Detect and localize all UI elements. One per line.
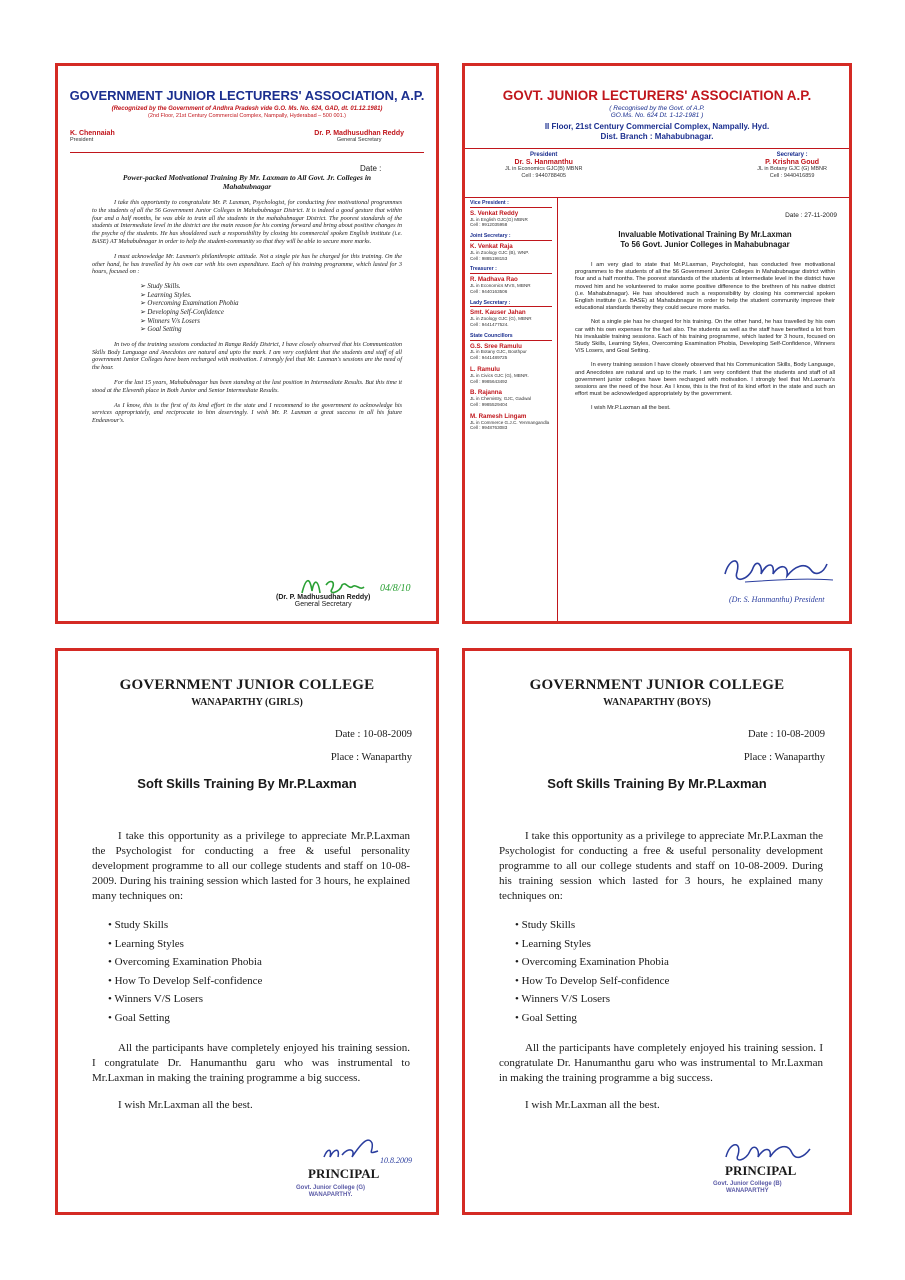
member-name: B. Rajanna — [470, 389, 502, 397]
letter-gjc-boys — [462, 648, 852, 1215]
member-cell: Cell : 9985643492 — [470, 378, 508, 384]
letter-meta — [465, 728, 825, 764]
president-cell: Cell : 9440788405 — [521, 173, 567, 179]
signatory-name: (Dr. P. Madhusudhan Reddy) — [276, 594, 371, 601]
member-name: G.S. Sree Ramulu — [470, 342, 522, 350]
letter-meta — [58, 728, 412, 764]
secretary-name: Dr. P. Madhusudhan Reddy — [314, 130, 404, 137]
list-item: • How To Develop Self-confidence — [515, 972, 849, 991]
list-item: ➢ Learning Styles. — [140, 292, 402, 301]
list-item: • Winners V/S Losers — [515, 990, 849, 1009]
president-detail: JL in Economics GJC(B) MBNR — [505, 166, 583, 172]
committee-member — [470, 414, 557, 431]
list-item: • Overcoming Examination Phobia — [515, 953, 849, 972]
letter-closing — [92, 1041, 410, 1113]
list-item: • Learning Styles — [108, 935, 436, 954]
president-block — [505, 152, 582, 180]
stamp-line: WANAPARTHY — [726, 1188, 769, 1194]
letter-subject: Soft Skills Training By Mr.P.Laxman — [137, 776, 357, 791]
secretary-block — [757, 152, 827, 180]
subject-line: To 56 Govt. Junior Colleges in Mahabubnagar — [620, 240, 790, 249]
principal-title: PRINCIPAL — [725, 1163, 797, 1178]
member-cell: Cell : 9948763083 — [470, 425, 508, 431]
letterhead — [58, 88, 436, 119]
member-name: R. Madhava Rao — [470, 276, 518, 284]
letter-place: Place : Wanaparthy — [330, 752, 412, 763]
letter-jl-association-district — [462, 63, 852, 624]
letter-subject: Power-packed Motivational Training By Mr. Laxman to All Govt. Jr. Colleges in Mahabubnagar — [122, 173, 372, 191]
president-role: President — [70, 137, 94, 143]
member-cell: Cell : 9440163506 — [470, 288, 508, 294]
member-cell: Cell : 9912035958 — [470, 222, 508, 228]
signature-date: 04/8/10 — [380, 583, 411, 594]
member-cell: Cell : 9885198153 — [470, 255, 508, 261]
list-item: ➢ Winners V/s Losers — [140, 318, 402, 327]
president-name: Dr. S. Hanmanthu — [514, 159, 573, 166]
secretary-block — [314, 130, 404, 143]
member-detail: JL in English GJC(G) MBNR — [470, 216, 528, 222]
signatory-block — [276, 594, 370, 608]
member-role: Lady Secretary : — [470, 301, 552, 308]
college-stamp — [296, 1185, 365, 1199]
member-role: Joint Secretary : — [470, 234, 552, 241]
committee-member — [470, 267, 557, 294]
secretary-role: Secretary : — [776, 152, 808, 158]
signatory-role: General Secretary — [294, 601, 352, 608]
list-item: ➢ Goal Setting — [140, 326, 402, 335]
committee-member — [470, 390, 557, 407]
secretary-detail: JL in Botany GJC (G) MBNR — [757, 166, 827, 172]
address-line: (2nd Floor, 21st Century Commercial Complex, Nampally, Hyderabad – 500 001.) — [148, 113, 346, 119]
letter-body — [575, 262, 835, 413]
member-name: L. Ramulu — [470, 365, 500, 373]
member-cell: Cell : 9985529404 — [470, 401, 508, 407]
paragraph: All the participants have completely enjoyed his training session. I congratulate Dr. Hanumanthu garu who was instrumental to Mr.Laxman in making the training programme a big success. — [92, 1042, 410, 1084]
handwritten-signature — [320, 1129, 430, 1169]
stamp-line: Govt. Junior College (G) — [296, 1185, 366, 1191]
college-stamp — [713, 1181, 782, 1195]
president-name: K. Chennaiah — [70, 130, 115, 137]
member-name: K. Venkat Raja — [470, 242, 513, 250]
member-detail: JL in Zoology GJC (G), MBNR — [470, 316, 532, 322]
date-label: Date : — [360, 164, 382, 173]
president-role: President — [530, 152, 558, 158]
closing-line: I wish Mr.P.Laxman all the best. — [591, 405, 671, 412]
member-name: S. Venkat Reddy — [470, 209, 519, 217]
subject-line: Invaluable Motivational Training By Mr.Laxman — [618, 230, 792, 239]
member-detail: JL in Civics GJC (G), MBNR. — [470, 372, 529, 378]
list-item: • Study Skills — [515, 916, 849, 935]
go-line: GO.Ms. No. 624 Dt. 1-12-1981 ) — [610, 112, 704, 119]
member-role: State Councillors — [470, 334, 552, 341]
recognition-line: ( Recognised by the Govt. of A.P. — [609, 105, 705, 112]
list-item: • Learning Styles — [515, 935, 849, 954]
paragraph: I take this opportunity to congratulate Mr. P. Laxman, Psychologist, for conducting free motivational programmes to the students of all the 56 Government Junior Colleges in Mahabubnagar District. It is indeed a good gesture that within four and a half months, he was able to train all the students in the mahabubnagar District. The poorest standards of the students at Intermediate level in the district are the main reason for his coming forward and bring about positive changes in the psyche of the students. He has shouldered such a responsibility by closing his commercial spoken English institute (i.e. BASE) AT Mahabubnagar in order to help the student-community so that they will be able to secure more marks. — [92, 199, 402, 245]
member-detail: JL in Botany GJC, Boothpur — [470, 349, 527, 355]
list-item: • Goal Setting — [515, 1009, 849, 1028]
closing-line: I wish Mr.Laxman all the best. — [118, 1099, 253, 1111]
recognition-line: (Recognized by the Government of Andhra Pradesh vide G.O. Ms. No. 624, GAD, dt. 01.12.1981) — [111, 106, 383, 112]
topic-list — [140, 283, 402, 335]
paragraph: All the participants have completely enjoyed his training session. I congratulate Dr. Hanumanthu garu who was instrumental to Mr.Laxman in making the training programme a big success. — [499, 1042, 823, 1084]
officers-bar — [465, 148, 849, 198]
committee-member — [470, 201, 557, 228]
paragraph: Not a single pie has he charged for his training. On the other hand, he has travelled by his own car with his own expenses for the fuel also. The students as well as the staff have benefited a lot from his invaluable training sessions. Each of his training programme, which lasted for 3 hours, focused on Study Skills, Learning Styles, Overcoming Examination Phobia, Developing Self-Confidence, Winners V/S Losers, and Goal Setting. — [575, 319, 835, 355]
closing-line: I wish Mr.Laxman all the best. — [525, 1099, 660, 1111]
stamp-line: Govt. Junior College (B) — [713, 1181, 782, 1187]
secretary-cell: Cell : 9440416859 — [769, 173, 815, 179]
branch-line: Dist. Branch : Mahabubnagar. — [600, 132, 714, 141]
address-block — [465, 122, 849, 142]
secretary-role: General Secretary — [336, 137, 382, 143]
paragraph: For the last 15 years, Mahabubnagar has been standing at the last position in Intermediate Results. But this time it stood at the Eleventh place in Both Junior and Senior Intermediate Results. — [92, 378, 402, 394]
stamp-line: WANAPARTHY. — [308, 1192, 353, 1198]
member-role: Treasurer : — [470, 267, 552, 274]
list-item: • How To Develop Self-confidence — [108, 972, 436, 991]
letter-jl-association-state — [55, 63, 439, 624]
letter-body — [499, 829, 823, 904]
signature-note: (Dr. S. Hanmanthu) President — [729, 595, 825, 604]
paragraph: In every training session I have closely observed that his Communication Skills, Body Language, and Anecdotes are natural and up to the mark. I am very confident that the students and staff of all government junior colleges have been recharged with motivation. I strongly feel that Mr.Laxman's sessions are the need of the hour. As I know, this is the first of its kind effort in the state and such an effort must be acknowledged appropriately by the government. — [575, 362, 835, 398]
list-item: • Winners V/S Losers — [108, 990, 436, 1009]
letter-date: Date : 27-11-2009 — [785, 212, 837, 219]
committee-sidebar — [465, 198, 558, 621]
member-detail: JL in Commerce G.J.C. Yenmangandla — [470, 419, 550, 425]
member-name: M. Ramesh Lingam — [470, 412, 527, 420]
letter-date: Date : 10-08-2009 — [748, 729, 825, 740]
list-item: • Goal Setting — [108, 1009, 436, 1028]
letter-subject: Soft Skills Training By Mr.P.Laxman — [547, 776, 767, 791]
paragraph: I take this opportunity as a privilege to appreciate Mr.P.Laxman the Psychologist for conducting a free & useful personality development programme to all our college students and staff on 10-08-2009. During his training session which lasted for 3 hours, he explained many techniques on: — [499, 830, 823, 902]
list-item: ➢ Developing Self-Confidence — [140, 309, 402, 318]
list-item: • Study Skills — [108, 916, 436, 935]
address-line: II Floor, 21st Century Commercial Complex, Nampally. Hyd. — [544, 122, 770, 131]
member-role: Vice President : — [470, 201, 552, 208]
list-item: • Overcoming Examination Phobia — [108, 953, 436, 972]
association-title: GOVT. JUNIOR LECTURERS' ASSOCIATION A.P. — [502, 88, 812, 103]
letter-body — [92, 829, 410, 904]
member-detail: JL in Economics MVS, MBNR — [470, 282, 531, 288]
paragraph: In two of the training sessions conducted in Ranga Reddy District, I have closely observed that his Communication Skills Body Language and Anecdotes are natural and upto the mark. I am very confident that the students and staff of all government Junior Colleges have been recharged with motivation. I strongly feel that Mr. Laxman's sessions are the need of the hour. — [92, 340, 402, 372]
member-name: Smt. Kauser Jahan — [470, 309, 526, 317]
secretary-name: P. Krishna Goud — [765, 159, 820, 166]
committee-member — [470, 234, 557, 261]
association-title: GOVERNMENT JUNIOR LECTURERS' ASSOCIATION, A.P. — [69, 88, 425, 103]
signature-date: 10.8.2009 — [380, 1156, 412, 1165]
topic-list — [108, 916, 436, 1027]
letter-closing — [499, 1041, 823, 1113]
officers-bar — [70, 130, 424, 153]
topic-list — [515, 916, 849, 1027]
letter-body — [92, 199, 402, 425]
college-name: GOVERNMENT JUNIOR COLLEGE — [119, 677, 375, 693]
paragraph: I must acknowledge Mr. Laxman's philanthropic attitude. Not a single pie has he charged for this training. On the other hand, he has travelled by his own car with his own expenditure. Each of his training programme, which lasted for 3 hours, focused on : — [92, 252, 402, 276]
handwritten-signature — [715, 544, 845, 622]
committee-member — [470, 334, 557, 361]
member-cell: Cell : 9441489725 — [470, 355, 508, 361]
committee-member — [470, 367, 557, 384]
letter-subject — [561, 230, 849, 250]
paragraph: I take this opportunity as a privilege to appreciate Mr.P.Laxman the Psychologist for conducting a free & useful personality development programme to all our college students and staff on 10-08-2009. During his training session which lasted for 3 hours, he explained many techniques on: — [92, 830, 410, 902]
member-detail: JL in Chemistry, GJC, Gadwal — [470, 396, 532, 402]
paragraph: As I know, this is the first of its kind effort in the state and I recommend to the government to acknowledge his services appropriately, and reciprocate to him deservingly. I wish Mr. P. Laxman a great success in all his future Endeavour's. — [92, 401, 402, 425]
letter-date: Date : 10-08-2009 — [335, 729, 412, 740]
principal-title: PRINCIPAL — [308, 1166, 380, 1181]
list-item: ➢ Study Skills. — [140, 283, 402, 292]
member-cell: Cell : 9441477524. — [470, 321, 509, 327]
list-item: ➢ Overcoming Examination Phobia — [140, 300, 402, 309]
letter-gjc-girls — [55, 648, 439, 1215]
letter-main — [561, 198, 849, 420]
letter-place: Place : Wanaparthy — [743, 752, 825, 763]
member-detail: JL in Zoology GJC (B), WNP. — [470, 249, 529, 255]
paragraph: I am very glad to state that Mr.P.Laxman, Psychologist, has conducted free motivational programmes to the students of all the 56 Government Junior Colleges in Mahabubnagar district within four and a half months. The poorest standards of the students at Intermediate level in the district have moved him and he volunteered to make some positive difference to the brethren of his native district (i.e. Mahabubnagar). He has shouldered such a responsibility by closing his commercial spoken English institute (i.e. BASE) at Mahabubnagar in order to help the student community improve their educational standards thereby they could secure more marks. — [575, 262, 835, 312]
campus-name: WANAPARTHY (GIRLS) — [191, 697, 303, 708]
campus-name: WANAPARTHY (BOYS) — [603, 697, 711, 708]
committee-member — [470, 301, 557, 328]
college-name: GOVERNMENT JUNIOR COLLEGE — [529, 677, 785, 693]
president-block — [70, 130, 115, 143]
